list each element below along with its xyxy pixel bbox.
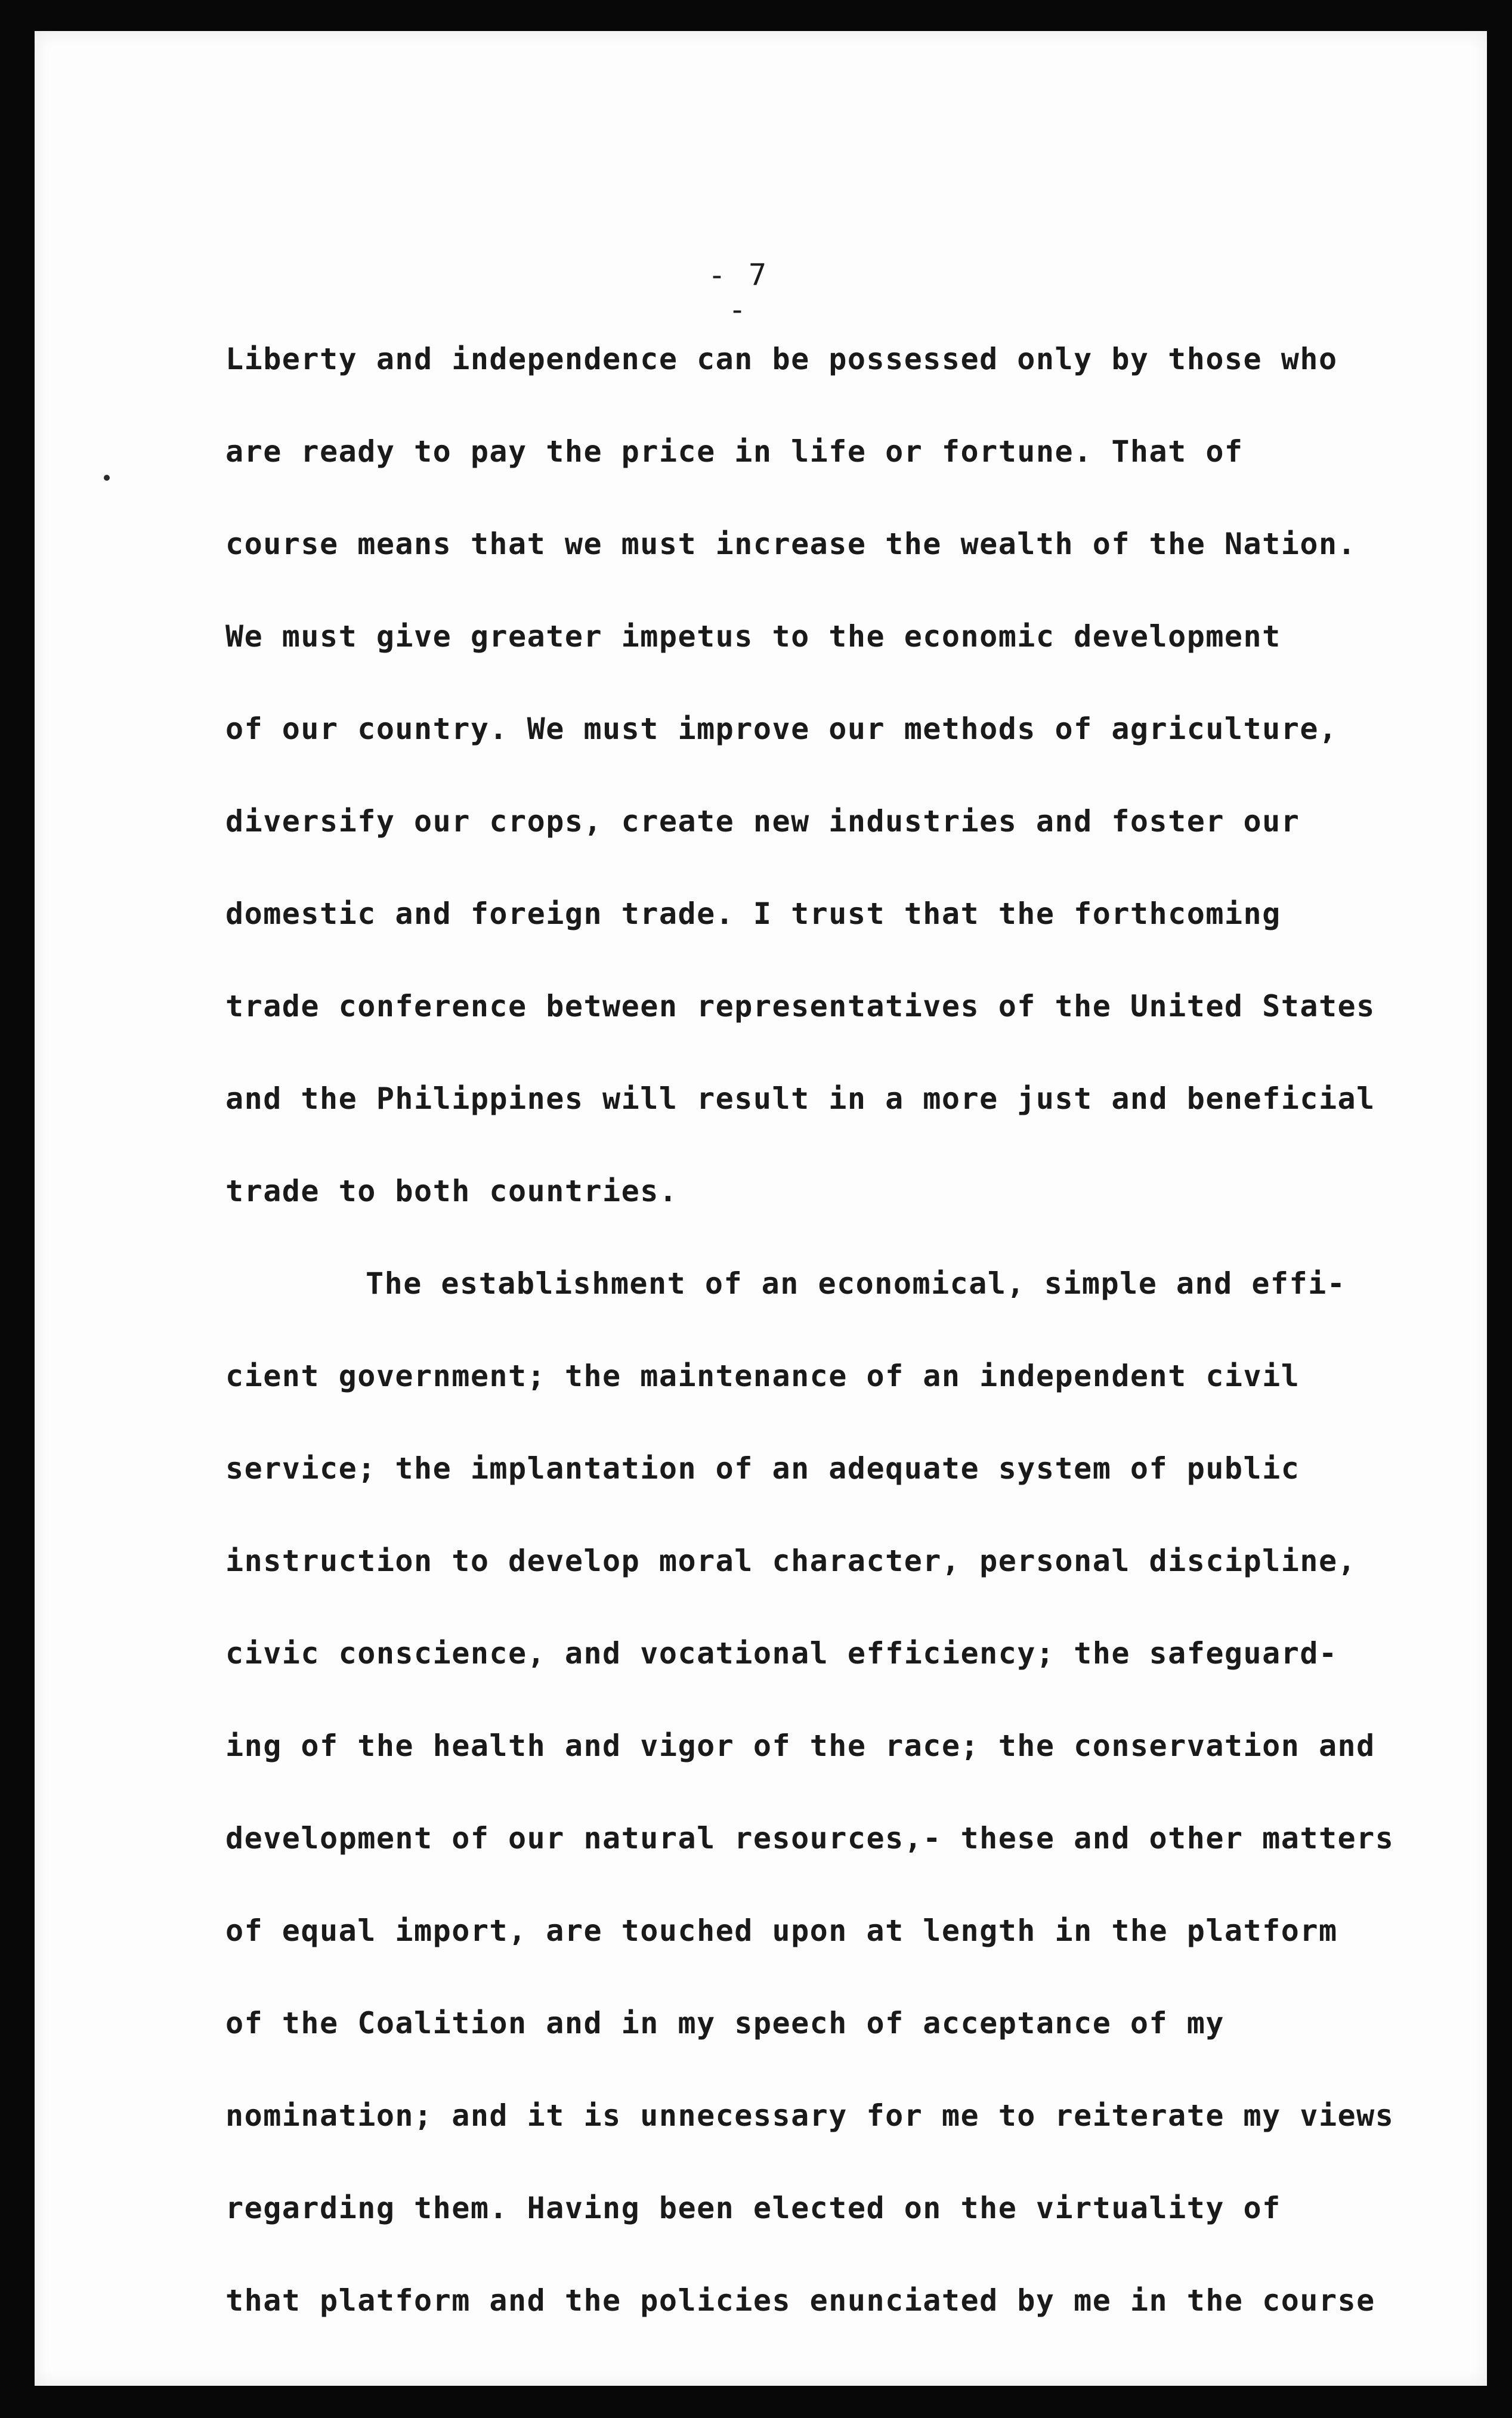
text-line: cient government; the maintenance of an independent civil (225, 1359, 1300, 1393)
text-line: of equal import, are touched upon at length in the platform (225, 1913, 1338, 1948)
text-line: civic conscience, and vocational efficiency; the safeguard- (225, 1636, 1338, 1671)
text-line: trade to both countries. (225, 1174, 678, 1208)
text-line: that platform and the policies enunciated by me in the course (225, 2283, 1375, 2318)
text-line: The establishment of an economical, simple and effi- (366, 1266, 1346, 1301)
text-line: of the Coalition and in my speech of acceptance of my (225, 2006, 1225, 2040)
text-line: trade conference between representatives of the United States (225, 989, 1375, 1024)
document-page (35, 31, 1487, 2386)
text-line: of our country. We must improve our methods of agriculture, (225, 712, 1338, 746)
text-line: Liberty and independence can be possessed only by those who (225, 342, 1338, 376)
text-line: instruction to develop moral character, personal discipline, (225, 1544, 1357, 1578)
text-line: service; the implantation of an adequate system of public (225, 1451, 1300, 1486)
text-line: regarding them. Having been elected on the virtuality of (225, 2191, 1281, 2225)
text-line: course means that we must increase the wealth of the Nation. (225, 527, 1357, 561)
text-line: are ready to pay the price in life or fortune. That of (225, 434, 1244, 469)
text-line: ing of the health and vigor of the race; the conservation and (225, 1729, 1375, 1763)
text-line: diversify our crops, create new industries and foster our (225, 804, 1300, 839)
text-line: development of our natural resources,- these and other matters (225, 1821, 1394, 1856)
text-line: domestic and foreign trade. I trust that the forthcoming (225, 896, 1281, 931)
text-line: We must give greater impetus to the economic development (225, 619, 1281, 654)
page-number: - 7 - (707, 258, 769, 327)
text-line: nomination; and it is unnecessary for me to reiterate my views (225, 2098, 1394, 2133)
document-body (35, 31, 1487, 2386)
text-line: and the Philippines will result in a more just and beneficial (225, 1081, 1375, 1116)
